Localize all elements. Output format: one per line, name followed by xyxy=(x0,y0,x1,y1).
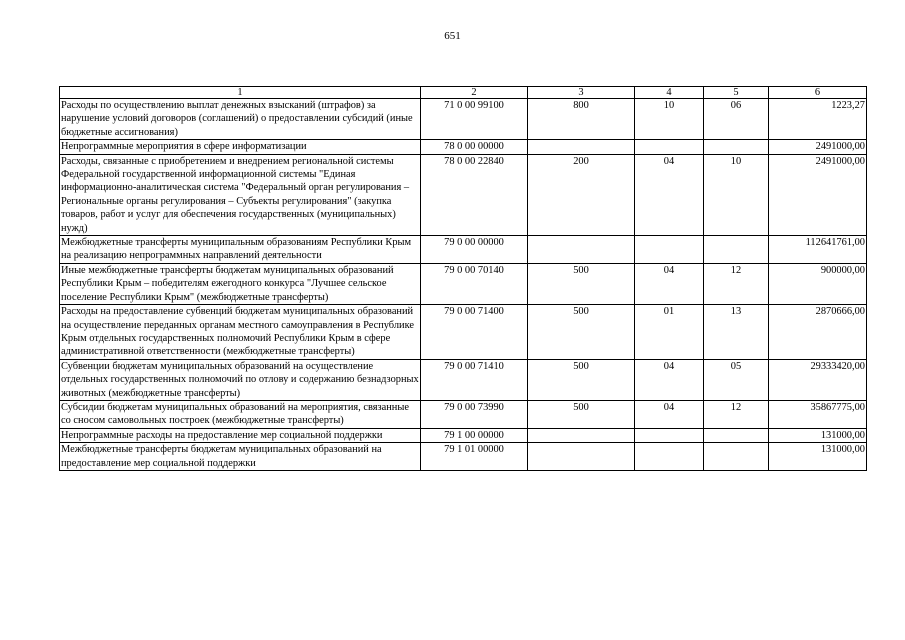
row-section xyxy=(635,140,704,154)
row-name: Межбюджетные трансферты бюджетам муниципальных образований на предоставление мер социальной поддержки xyxy=(60,443,421,471)
row-expense-type: 500 xyxy=(528,263,635,304)
row-expense-type: 200 xyxy=(528,154,635,235)
row-subsection xyxy=(704,428,769,442)
row-subsection: 12 xyxy=(704,400,769,428)
column-header-3: 3 xyxy=(528,87,635,99)
row-section xyxy=(635,443,704,471)
row-amount: 29333420,00 xyxy=(769,359,867,400)
column-header-6: 6 xyxy=(769,87,867,99)
row-expense-type xyxy=(528,236,635,264)
row-section xyxy=(635,428,704,442)
row-amount: 2491000,00 xyxy=(769,140,867,154)
row-amount: 131000,00 xyxy=(769,428,867,442)
row-amount: 131000,00 xyxy=(769,443,867,471)
row-section: 10 xyxy=(635,99,704,140)
row-expense-type xyxy=(528,140,635,154)
row-section: 04 xyxy=(635,154,704,235)
row-section: 04 xyxy=(635,359,704,400)
row-expense-type: 500 xyxy=(528,400,635,428)
row-target-article: 79 1 00 00000 xyxy=(421,428,528,442)
row-target-article: 79 0 00 71410 xyxy=(421,359,528,400)
table-row xyxy=(60,263,867,304)
row-expense-type xyxy=(528,443,635,471)
table-row xyxy=(60,154,867,235)
table-row xyxy=(60,428,867,442)
row-expense-type xyxy=(528,428,635,442)
column-header-2: 2 xyxy=(421,87,528,99)
row-subsection xyxy=(704,140,769,154)
row-name: Непрограммные мероприятия в сфере информатизации xyxy=(60,140,421,154)
row-expense-type: 800 xyxy=(528,99,635,140)
row-subsection xyxy=(704,443,769,471)
row-amount: 35867775,00 xyxy=(769,400,867,428)
column-header-5: 5 xyxy=(704,87,769,99)
row-target-article: 79 0 00 70140 xyxy=(421,263,528,304)
row-amount: 112641761,00 xyxy=(769,236,867,264)
table-row xyxy=(60,140,867,154)
row-target-article: 79 0 00 71400 xyxy=(421,305,528,360)
row-subsection xyxy=(704,236,769,264)
row-name: Субвенции бюджетам муниципальных образований на осуществление отдельных государственных полномочий по отлову и содержанию безнадзорных животных (межбюджетные трансферты) xyxy=(61,360,419,399)
row-name: Субсидии бюджетам муниципальных образований на мероприятия, связанные со сносом самовольных построек (межбюджетные трансферты) xyxy=(60,400,421,428)
row-amount: 2870666,00 xyxy=(769,305,867,360)
row-name: Иные межбюджетные трансферты бюджетам муниципальных образований Республики Крым – победителям ежегодного конкурса "Лучшее сельское поселение Республики Крым" (межбюджетные трансферты) xyxy=(60,263,421,304)
row-subsection: 05 xyxy=(704,359,769,400)
budget-table xyxy=(59,86,867,471)
table-row xyxy=(60,400,867,428)
table-row xyxy=(60,443,867,471)
table-header-row xyxy=(60,87,867,99)
row-amount: 2491000,00 xyxy=(769,154,867,235)
column-header-1: 1 xyxy=(60,87,421,99)
table-row xyxy=(60,236,867,264)
row-target-article: 78 0 00 22840 xyxy=(421,154,528,235)
row-expense-type: 500 xyxy=(528,305,635,360)
row-amount: 900000,00 xyxy=(769,263,867,304)
row-target-article: 79 0 00 73990 xyxy=(421,400,528,428)
row-section: 04 xyxy=(635,263,704,304)
row-section: 01 xyxy=(635,305,704,360)
table-row xyxy=(60,359,867,400)
row-target-article: 71 0 00 99100 xyxy=(421,99,528,140)
row-name: Расходы, связанные с приобретением и внедрением региональной системы Федеральной государственной информационной системы "Единая информационно-аналитическая система "Федеральный орган регулирования – Региональные органы регулирования – Субъекты регулирования" (закупка товаров, работ и услуг для обеспечения государственных (муниципальных) нужд) xyxy=(60,154,421,235)
column-header-4: 4 xyxy=(635,87,704,99)
row-section xyxy=(635,236,704,264)
row-amount: 1223,27 xyxy=(769,99,867,140)
page-number: 651 xyxy=(444,30,461,42)
row-subsection: 10 xyxy=(704,154,769,235)
row-name: Непрограммные расходы на предоставление мер социальной поддержки xyxy=(60,428,421,442)
row-expense-type: 500 xyxy=(528,359,635,400)
table-row xyxy=(60,305,867,360)
row-subsection: 13 xyxy=(704,305,769,360)
row-name: Расходы на предоставление субвенций бюджетам муниципальных образований на осуществление переданных органам местного самоуправления в Республике Крым отдельных государственных полномочий Республики Крым в сфере административной ответственности (межбюджетные трансферты) xyxy=(60,305,421,360)
row-target-article: 79 1 01 00000 xyxy=(421,443,528,471)
row-name: Межбюджетные трансферты муниципальным образованиям Республики Крым на реализацию непрограммных направлений деятельности xyxy=(60,236,421,264)
row-subsection: 06 xyxy=(704,99,769,140)
row-section: 04 xyxy=(635,400,704,428)
row-subsection: 12 xyxy=(704,263,769,304)
row-target-article: 78 0 00 00000 xyxy=(421,140,528,154)
table-row xyxy=(60,99,867,140)
row-target-article: 79 0 00 00000 xyxy=(421,236,528,264)
row-name: Расходы по осуществлению выплат денежных взысканий (штрафов) за нарушение условий договоров (соглашений) о предоставлении субсидий (иные бюджетные ассигнования) xyxy=(60,99,421,140)
